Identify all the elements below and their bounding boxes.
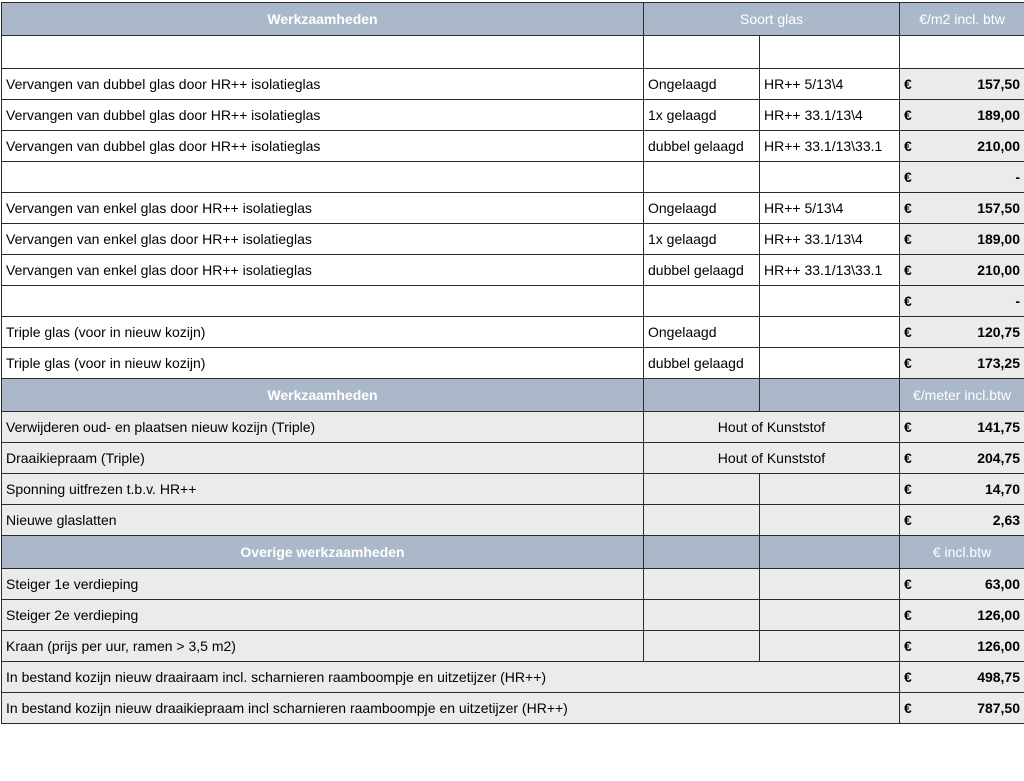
table-row (2, 600, 1024, 631)
blank-cell (644, 36, 760, 69)
glass-type-cell: Ongelaagd (644, 69, 760, 100)
price-table (1, 2, 1024, 724)
work-cell: Vervangen van enkel glas door HR++ isolatieglas (2, 193, 644, 224)
currency-cell: € (900, 69, 926, 100)
glass-type-cell (644, 286, 760, 317)
glass-type-cell: Ongelaagd (644, 193, 760, 224)
table-row (2, 69, 1024, 100)
table-row (2, 505, 1024, 536)
table-row (2, 100, 1024, 131)
currency-cell: € (900, 100, 926, 131)
empty-cell (644, 474, 760, 505)
currency-cell: € (900, 631, 926, 662)
glass-code-cell: HR++ 33.1/13\4 (760, 224, 900, 255)
table-row (2, 131, 1024, 162)
currency-cell: € (900, 317, 926, 348)
currency-cell: € (900, 569, 926, 600)
work-cell: Vervangen van dubbel glas door HR++ isolatieglas (2, 100, 644, 131)
glass-type-cell: dubbel gelaagd (644, 131, 760, 162)
glass-code-cell: HR++ 5/13\4 (760, 69, 900, 100)
currency-cell: € (900, 505, 926, 536)
work-cell: Vervangen van dubbel glas door HR++ isolatieglas (2, 131, 644, 162)
amount-cell: 189,00 (926, 100, 1024, 131)
table-row (2, 193, 1024, 224)
currency-cell: € (900, 131, 926, 162)
glass-code-cell (760, 348, 900, 379)
currency-cell: € (900, 443, 926, 474)
material-cell: Hout of Kunststof (644, 443, 900, 474)
table-row (2, 348, 1024, 379)
section3-header-row (2, 536, 1024, 569)
currency-cell: € (900, 286, 926, 317)
work-cell: Triple glas (voor in nieuw kozijn) (2, 317, 644, 348)
work-cell: Vervangen van dubbel glas door HR++ isolatieglas (2, 69, 644, 100)
glass-type-cell: 1x gelaagd (644, 100, 760, 131)
work-cell: Triple glas (voor in nieuw kozijn) (2, 348, 644, 379)
section2-header-row (2, 379, 1024, 412)
empty-cell (644, 569, 760, 600)
glass-code-cell: HR++ 5/13\4 (760, 193, 900, 224)
amount-cell: 14,70 (926, 474, 1024, 505)
glass-code-cell: HR++ 33.1/13\33.1 (760, 255, 900, 286)
empty-cell (644, 505, 760, 536)
section1-work-header: Werkzaamheden (2, 3, 644, 36)
empty-cell (760, 505, 900, 536)
amount-cell: 189,00 (926, 224, 1024, 255)
section2-work-header: Werkzaamheden (2, 379, 644, 412)
blank-row (2, 36, 1024, 69)
work-cell: Vervangen van enkel glas door HR++ isolatieglas (2, 255, 644, 286)
work-cell: Steiger 1e verdieping (2, 569, 644, 600)
amount-cell: 141,75 (926, 412, 1024, 443)
price-per-m2-header: €/m2 incl. btw (900, 3, 1024, 36)
table-row (2, 443, 1024, 474)
price-per-meter-header: €/meter incl.btw (900, 379, 1024, 412)
work-cell: Nieuwe glaslatten (2, 505, 644, 536)
amount-cell: 120,75 (926, 317, 1024, 348)
currency-cell: € (900, 693, 926, 724)
work-cell: Kraan (prijs per uur, ramen > 3,5 m2) (2, 631, 644, 662)
glass-type-cell: dubbel gelaagd (644, 348, 760, 379)
currency-cell: € (900, 348, 926, 379)
work-cell: In bestand kozijn nieuw draaikiepraam incl scharnieren raamboompje en uitzetijzer (HR++) (2, 693, 900, 724)
glass-code-cell: HR++ 33.1/13\33.1 (760, 131, 900, 162)
table-row (2, 317, 1024, 348)
table-row (2, 631, 1024, 662)
header-empty-cell (644, 379, 760, 412)
work-cell: Steiger 2e verdieping (2, 600, 644, 631)
glass-code-cell: HR++ 33.1/13\4 (760, 100, 900, 131)
header-empty-cell (644, 536, 760, 569)
empty-cell (760, 474, 900, 505)
table-row (2, 162, 1024, 193)
amount-cell: 204,75 (926, 443, 1024, 474)
glass-type-cell: dubbel gelaagd (644, 255, 760, 286)
empty-cell (760, 631, 900, 662)
work-cell: Vervangen van enkel glas door HR++ isolatieglas (2, 224, 644, 255)
work-cell: Draaikiepraam (Triple) (2, 443, 644, 474)
amount-cell: - (926, 286, 1024, 317)
section3-work-header: Overige werkzaamheden (2, 536, 644, 569)
glass-type-header: Soort glas (644, 3, 900, 36)
empty-cell (644, 631, 760, 662)
table-row (2, 569, 1024, 600)
currency-cell: € (900, 412, 926, 443)
glass-code-cell (760, 317, 900, 348)
currency-cell: € (900, 255, 926, 286)
amount-cell: 126,00 (926, 631, 1024, 662)
table-row (2, 662, 1024, 693)
blank-cell (760, 36, 900, 69)
header-empty-cell (760, 379, 900, 412)
section1-header-row (2, 3, 1024, 36)
blank-cell (900, 36, 1024, 69)
amount-cell: 157,50 (926, 69, 1024, 100)
table-row (2, 224, 1024, 255)
empty-cell (760, 600, 900, 631)
work-cell: Sponning uitfrezen t.b.v. HR++ (2, 474, 644, 505)
amount-cell: - (926, 162, 1024, 193)
table-row (2, 693, 1024, 724)
glass-type-cell: Ongelaagd (644, 317, 760, 348)
glass-code-cell (760, 286, 900, 317)
glass-type-cell: 1x gelaagd (644, 224, 760, 255)
amount-cell: 126,00 (926, 600, 1024, 631)
price-incl-btw-header: € incl.btw (900, 536, 1024, 569)
empty-cell (644, 600, 760, 631)
currency-cell: € (900, 662, 926, 693)
amount-cell: 173,25 (926, 348, 1024, 379)
glass-code-cell (760, 162, 900, 193)
work-cell (2, 286, 644, 317)
work-cell: Verwijderen oud- en plaatsen nieuw kozijn (Triple) (2, 412, 644, 443)
amount-cell: 63,00 (926, 569, 1024, 600)
currency-cell: € (900, 193, 926, 224)
table-row (2, 412, 1024, 443)
amount-cell: 2,63 (926, 505, 1024, 536)
work-cell (2, 162, 644, 193)
currency-cell: € (900, 474, 926, 505)
amount-cell: 787,50 (926, 693, 1024, 724)
table-row (2, 286, 1024, 317)
table-row (2, 255, 1024, 286)
header-empty-cell (760, 536, 900, 569)
amount-cell: 210,00 (926, 131, 1024, 162)
material-cell: Hout of Kunststof (644, 412, 900, 443)
amount-cell: 157,50 (926, 193, 1024, 224)
amount-cell: 498,75 (926, 662, 1024, 693)
currency-cell: € (900, 224, 926, 255)
currency-cell: € (900, 162, 926, 193)
table-row (2, 474, 1024, 505)
currency-cell: € (900, 600, 926, 631)
blank-cell (2, 36, 644, 69)
glass-type-cell (644, 162, 760, 193)
empty-cell (760, 569, 900, 600)
work-cell: In bestand kozijn nieuw draairaam incl. scharnieren raamboompje en uitzetijzer (HR++) (2, 662, 900, 693)
amount-cell: 210,00 (926, 255, 1024, 286)
